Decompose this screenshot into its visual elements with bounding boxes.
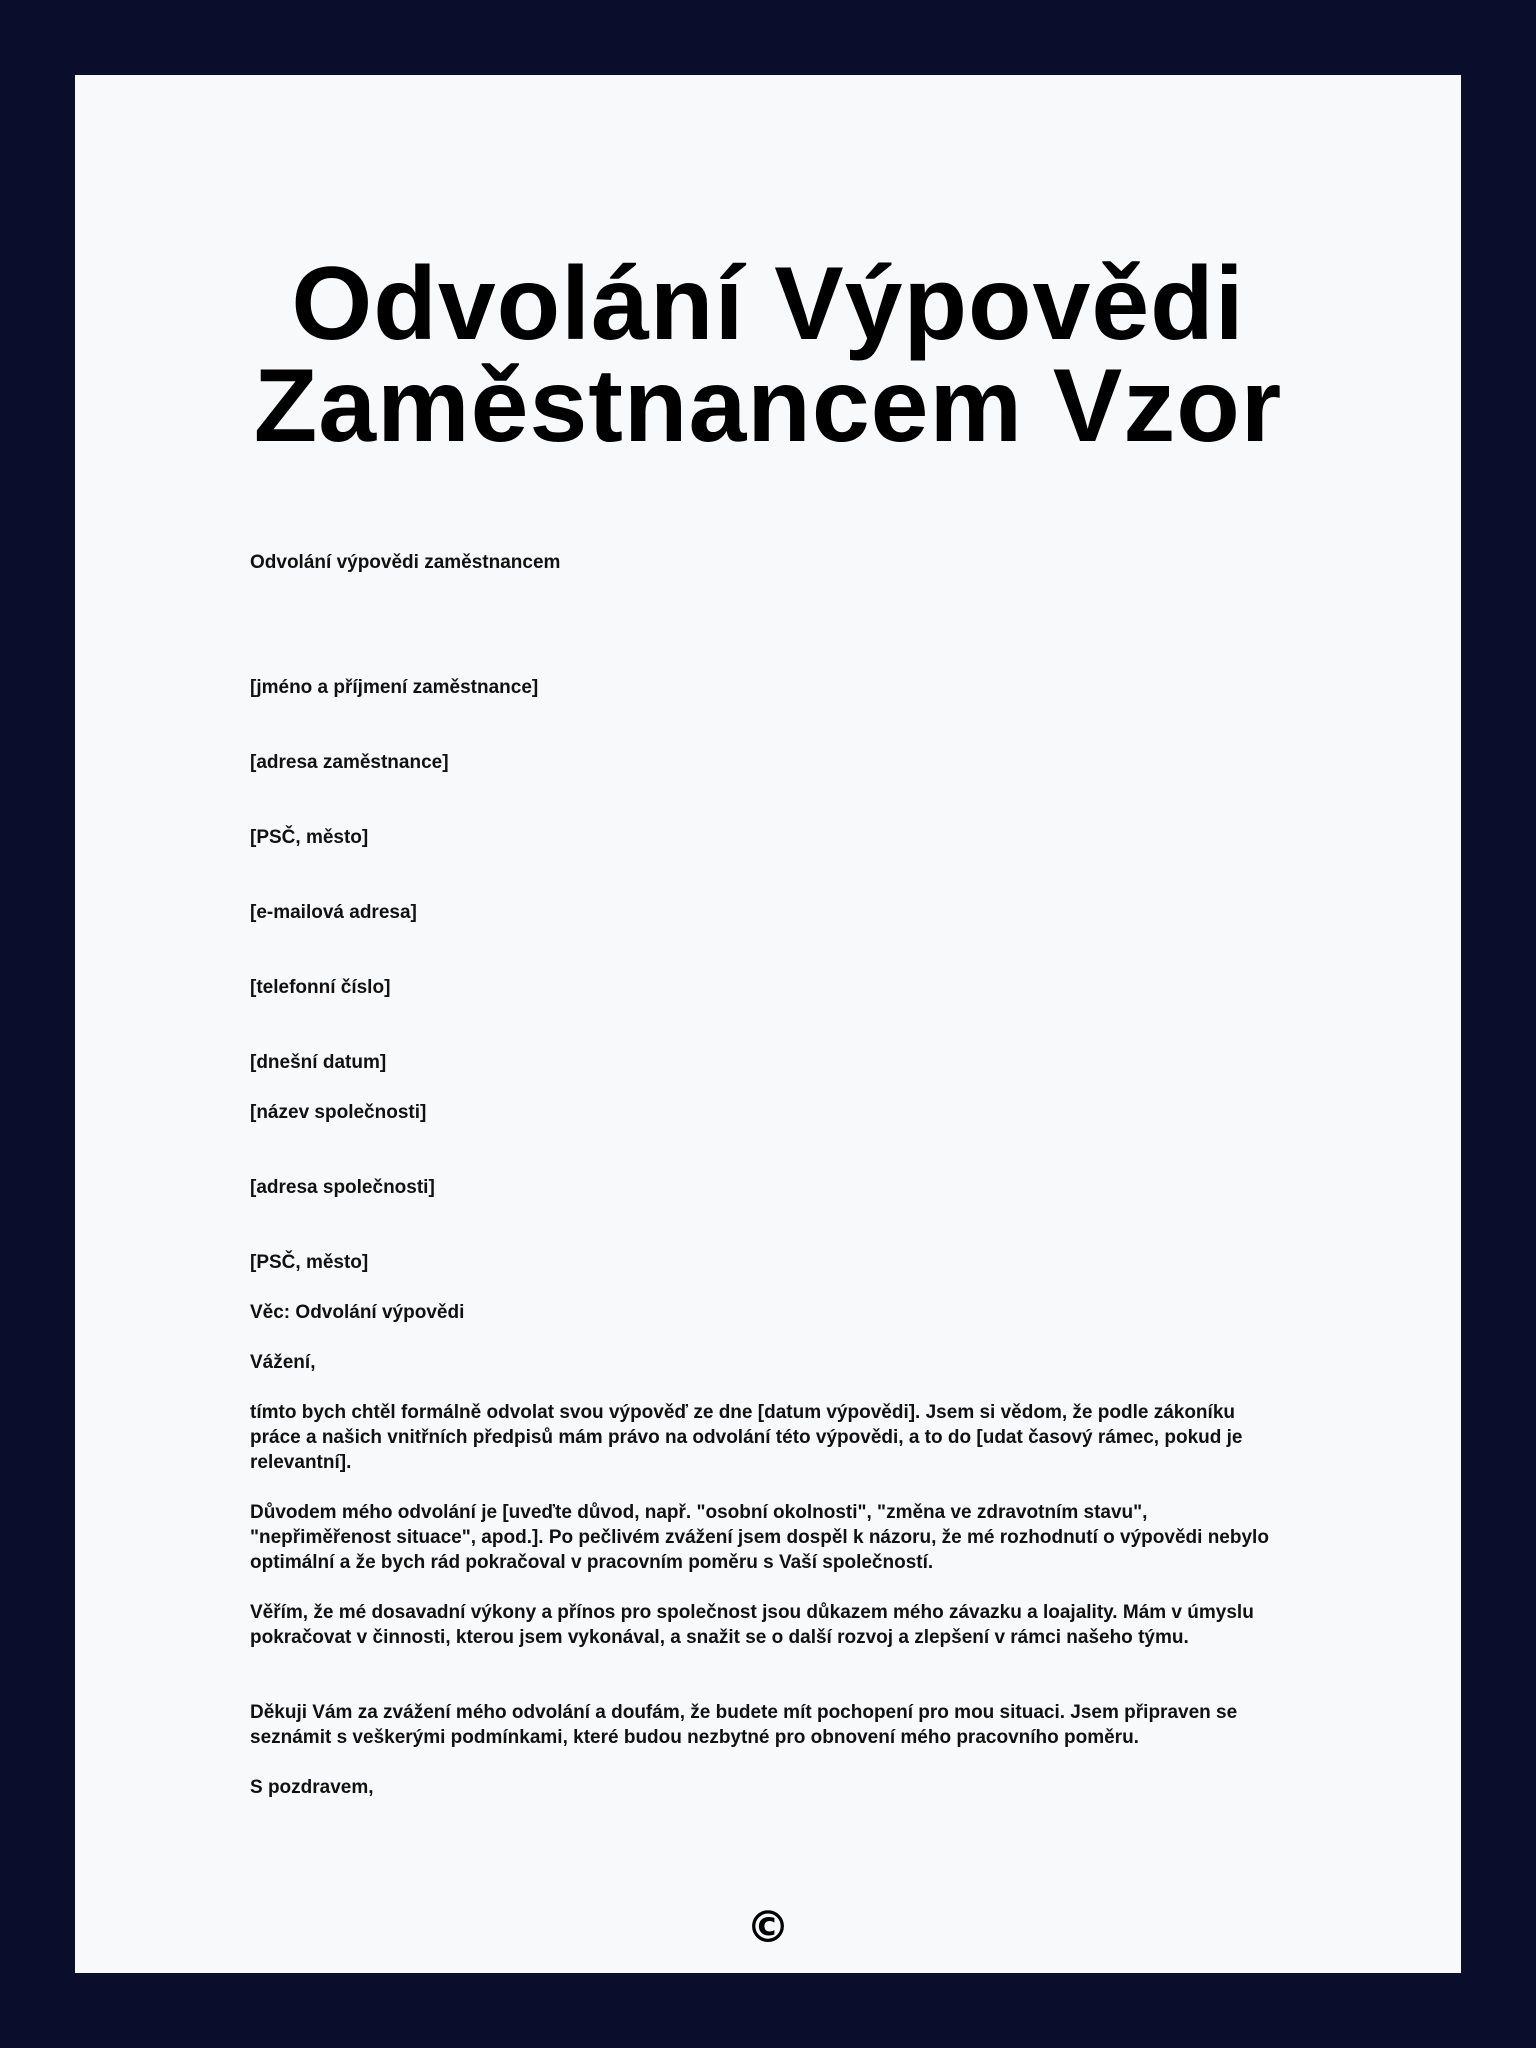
title-line-2: Zaměstnancem Vzor: [253, 348, 1283, 464]
company-name: [název společnosti]: [250, 1102, 427, 1123]
employee-email: [e-mailová adresa]: [250, 902, 417, 923]
employee-zip-city: [PSČ, město]: [250, 827, 369, 848]
paragraph-4: Děkuji Vám za zvážení mého odvolání a doufám, že budete mít pochopení pro mou situaci. Jsem připraven se seznámit s veškerými podmínkami, které budou nezbytné pro obnovení mého pracovního poměru.: [250, 1702, 1238, 1748]
page-title: [75, 246, 1461, 464]
document-page: [75, 75, 1461, 1973]
company-address: [adresa společnosti]: [250, 1177, 435, 1198]
company-zip-city: [PSČ, město]: [250, 1252, 369, 1273]
subject-heading: Odvolání výpovědi zaměstnancem: [250, 552, 561, 573]
employee-name: [jméno a příjmení zaměstnance]: [250, 677, 539, 698]
employee-address: [adresa zaměstnance]: [250, 752, 449, 773]
salutation: Vážení,: [250, 1352, 316, 1373]
paragraph-2: Důvodem mého odvolání je [uveďte důvod, např. "osobní okolnosti", "změna ve zdravotním stavu", "nepřiměřenost situace", apod.]. Po pečlivém zvážení jsem dospěl k názoru, že mé rozhodnutí o výpovědi nebylo optimální a že bych rád pokračoval v pracovním poměru s Vaší společností.: [250, 1502, 1269, 1573]
paragraph-1: tímto bych chtěl formálně odvolat svou výpověď ze dne [datum výpovědi]. Jsem si vědom, že podle zákoníku práce a našich vnitřních předpisů mám právo na odvolání této výpovědi, a to do [udat časový rámec, pokud je relevantní].: [250, 1402, 1243, 1473]
copyright-icon: ©: [746, 1902, 790, 1953]
letter-date: [dnešní datum]: [250, 1052, 387, 1073]
title-line-1: Odvolání Výpovědi: [291, 246, 1245, 362]
paragraph-3: Věřím, že mé dosavadní výkony a přínos pro společnost jsou důkazem mého závazku a loajality. Mám v úmyslu pokračovat v činnosti, kterou jsem vykonával, a snažit se o další rozvoj a zlepšení v rámci našeho týmu.: [250, 1602, 1254, 1648]
subject-line: Věc: Odvolání výpovědi: [250, 1302, 465, 1323]
closing: S pozdravem,: [250, 1777, 374, 1798]
employee-phone: [telefonní číslo]: [250, 977, 391, 998]
